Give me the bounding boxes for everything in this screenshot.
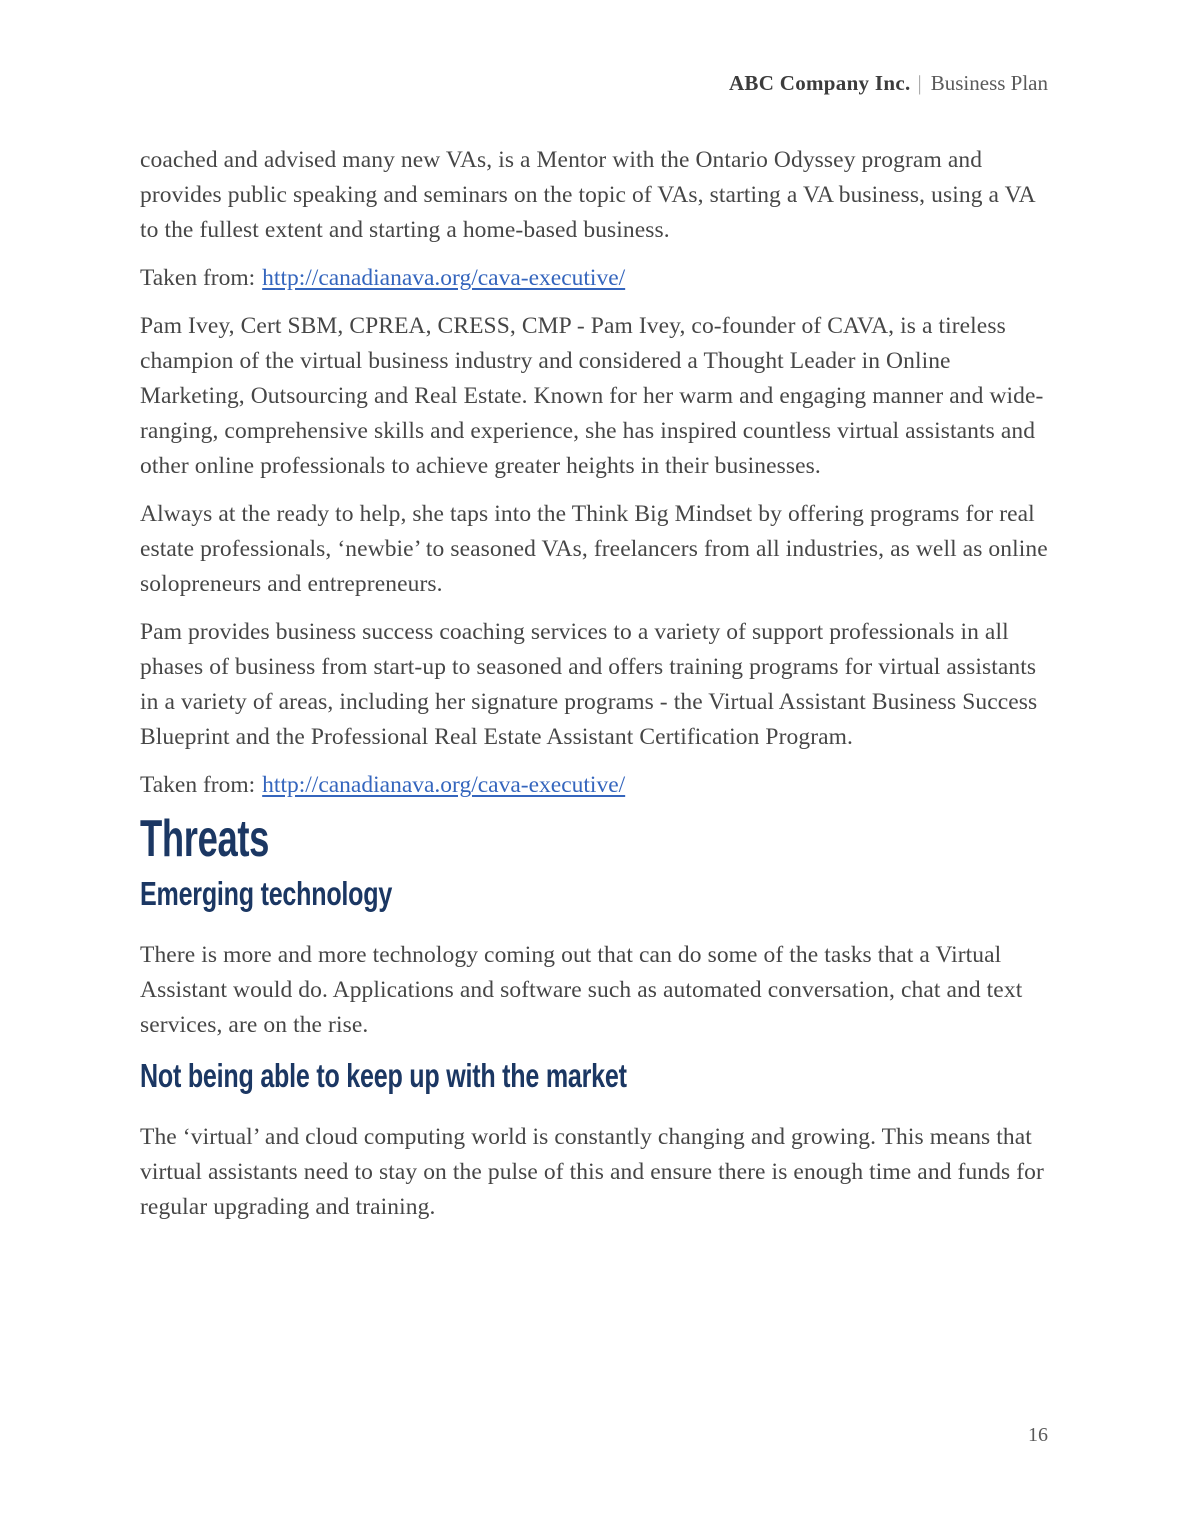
source-link[interactable]: http://canadianava.org/cava-executive/	[262, 772, 626, 798]
header-separator: |	[917, 71, 922, 95]
subsection-heading-emerging-technology: Emerging technology	[140, 875, 393, 912]
section-heading-threats: Threats	[140, 810, 270, 868]
body-paragraph-3: Always at the ready to help, she taps into the Think Big Mindset by offering programs for real estate professionals, ‘newbie’ to seasoned VAs, freelancers from all industries, as well as online solopreneurs and entrepreneurs.	[140, 501, 1048, 597]
body-paragraph-5: There is more and more technology coming out that can do some of the tasks that a Virtual Assistant would do. Applications and software such as automated conversation, chat and text services, are on the rise.	[140, 942, 1023, 1038]
body-paragraph-6: The ‘virtual’ and cloud computing world is constantly changing and growing. This means that virtual assistants need to stay on the pulse of this and ensure there is enough time and funds for regular upgrading and training.	[140, 1124, 1044, 1220]
source-line-1	[140, 261, 1048, 296]
company-name: ABC Company Inc.	[728, 71, 911, 95]
body-paragraph-4: Pam provides business success coaching services to a variety of support professionals in all phases of business from start-up to seasoned and offers training programs for virtual assistants in a variety of areas, including her signature programs - the Virtual Assistant Business Success Blueprint and the Professional Real Estate Assistant Certification Program.	[140, 619, 1038, 750]
subsection-heading-keep-up-market: Not being able to keep up with the market	[140, 1057, 627, 1094]
body-paragraph-1: coached and advised many new VAs, is a Mentor with the Ontario Odyssey program and provides public speaking and seminars on the topic of VAs, starting a VA business, using a VA to the fullest extent and starting a home-based business.	[140, 147, 1035, 243]
section-heading-threats-wrap	[140, 810, 1048, 868]
page-header	[140, 70, 1048, 96]
subsection-heading-emerging-technology-wrap	[140, 874, 1048, 914]
source-line-2	[140, 768, 1048, 803]
page-number: 16	[1028, 1424, 1048, 1446]
taken-from-label: Taken from:	[140, 265, 256, 291]
taken-from-label: Taken from:	[140, 772, 256, 798]
source-link[interactable]: http://canadianava.org/cava-executive/	[262, 265, 626, 291]
document-body	[140, 143, 1048, 1225]
subsection-heading-keep-up-market-wrap	[140, 1056, 1048, 1096]
document-title: Business Plan	[930, 71, 1048, 95]
body-paragraph-2: Pam Ivey, Cert SBM, CPREA, CRESS, CMP - Pam Ivey, co-founder of CAVA, is a tireless champion of the virtual business industry and considered a Thought Leader in Online Marketing, Outsourcing and Real Estate. Known for her warm and engaging manner and wide-ranging, comprehensive skills and experience, she has inspired countless virtual assistants and other online professionals to achieve greater heights in their businesses.	[140, 313, 1044, 479]
